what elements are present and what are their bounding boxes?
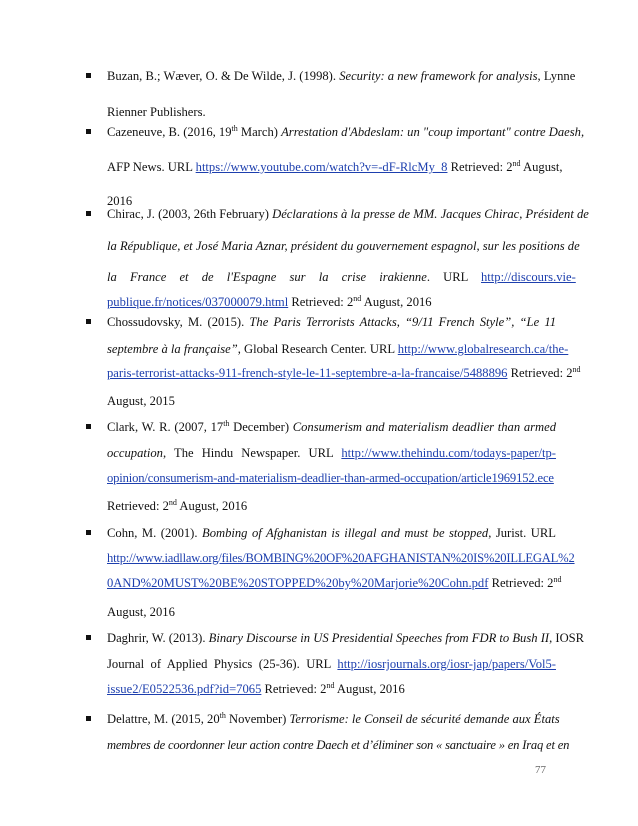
reference-line: Rienner Publishers. — [107, 105, 206, 119]
reference-link[interactable]: https://www.youtube.com/watch?v=-dF-RlcMy_8 — [195, 160, 448, 174]
reference-line: Chossudovsky, M. (2015). The Paris Terrorists Attacks, “9/11 French Style”, “Le 11 — [107, 315, 556, 329]
reference-line: issue2/E0522536.pdf?id=7065 Retrieved: 2nd August, 2016 — [107, 681, 405, 696]
reference-line — [107, 468, 556, 488]
reference-line: paris-terrorist-attacks-911-french-style-le-11-septembre-a-la-francaise/5488896 Retrieved: 2nd — [107, 365, 581, 380]
reference-link[interactable]: publique.fr/notices/037000079.html — [107, 295, 289, 309]
reference-line: occupation, The Hindu Newspaper. URL http://www.thehindu.com/todays-paper/tp- — [107, 446, 556, 460]
page-number: 77 — [535, 764, 546, 776]
reference-link[interactable]: http://www.iadllaw.org/files/BOMBING%20OF%20AFGHANISTAN%20IS%20ILLEGAL%2 — [107, 551, 575, 565]
reference-line: Retrieved: 2nd August, 2016 — [107, 498, 248, 513]
reference-line: Cazeneuve, B. (2016, 19th March) Arrestation d'Abdeslam: un "coup important" contre Daesh, — [107, 124, 585, 139]
bullet-icon — [86, 211, 91, 216]
reference-line: 0AND%20MUST%20BE%20STOPPED%20by%20Marjorie%20Cohn.pdf Retrieved: 2nd — [107, 575, 562, 590]
reference-line: membres de coordonner leur action contre Daech et d’éliminer son « sanctuaire » en Iraq et en — [107, 738, 570, 752]
reference-link[interactable]: opinion/consumerism-and-materialism-deadlier-than-armed-occupation/article1969152.ece — [107, 471, 554, 485]
bullet-icon — [86, 530, 91, 535]
reference-line: la République, et José Maria Aznar, président du gouvernement espagnol, sur les positions de — [107, 239, 580, 253]
bullet-icon — [86, 319, 91, 324]
reference-line: Cohn, M. (2001). Bombing of Afghanistan is illegal and must be stopped, Jurist. URL — [107, 526, 556, 540]
reference-line: Clark, W. R. (2007, 17th December) Consumerism and materialism deadlier than armed — [107, 419, 556, 434]
reference-link[interactable]: http://www.globalresearch.ca/the- — [397, 342, 569, 356]
reference-line: AFP News. URL https://www.youtube.com/watch?v=-dF-RlcMy_8 Retrieved: 2nd August, — [107, 159, 563, 174]
reference-link[interactable]: 0AND%20MUST%20BE%20STOPPED%20by%20Marjorie%20Cohn.pdf — [107, 576, 489, 590]
reference-line: Journal of Applied Physics (25-36). URL http://iosrjournals.org/iosr-jap/papers/Vol5- — [107, 657, 556, 671]
reference-line: 2016 — [107, 194, 133, 208]
reference-link[interactable]: http://discours.vie- — [481, 270, 576, 284]
reference-line: August, 2015 — [107, 394, 175, 408]
reference-link[interactable]: paris-terrorist-attacks-911-french-style-le-11-septembre-a-la-francaise/5488896 — [107, 366, 508, 380]
reference-link[interactable]: http://iosrjournals.org/iosr-jap/papers/Vol5- — [337, 657, 556, 671]
bullet-icon — [86, 716, 91, 721]
reference-line: Delattre, M. (2015, 20th November) Terrorisme: le Conseil de sécurité demande aux États — [107, 711, 560, 726]
bullet-icon — [86, 73, 91, 78]
reference-line: Buzan, B.; Wæver, O. & De Wilde, J. (1998). Security: a new framework for analysis, Lynne — [107, 69, 576, 83]
reference-line: August, 2016 — [107, 605, 175, 619]
bullet-icon — [86, 129, 91, 134]
reference-line: septembre à la française”, Global Research Center. URL http://www.globalresearch.ca/the- — [107, 342, 569, 356]
bullet-icon — [86, 424, 91, 429]
bullet-icon — [86, 635, 91, 640]
reference-link[interactable]: issue2/E0522536.pdf?id=7065 — [107, 682, 262, 696]
reference-link[interactable]: http://www.thehindu.com/todays-paper/tp- — [341, 446, 556, 460]
reference-line: la France et de l'Espagne sur la crise irakienne. URL http://discours.vie- — [107, 270, 576, 284]
reference-line: Daghrir, W. (2013). Binary Discourse in US Presidential Speeches from FDR to Bush II, IOSR — [107, 631, 585, 645]
reference-line — [107, 548, 575, 568]
reference-line: publique.fr/notices/037000079.html Retrieved: 2nd August, 2016 — [107, 294, 432, 309]
reference-line: Chirac, J. (2003, 26th February) Déclarations à la presse de MM. Jacques Chirac, Président de — [107, 207, 589, 221]
